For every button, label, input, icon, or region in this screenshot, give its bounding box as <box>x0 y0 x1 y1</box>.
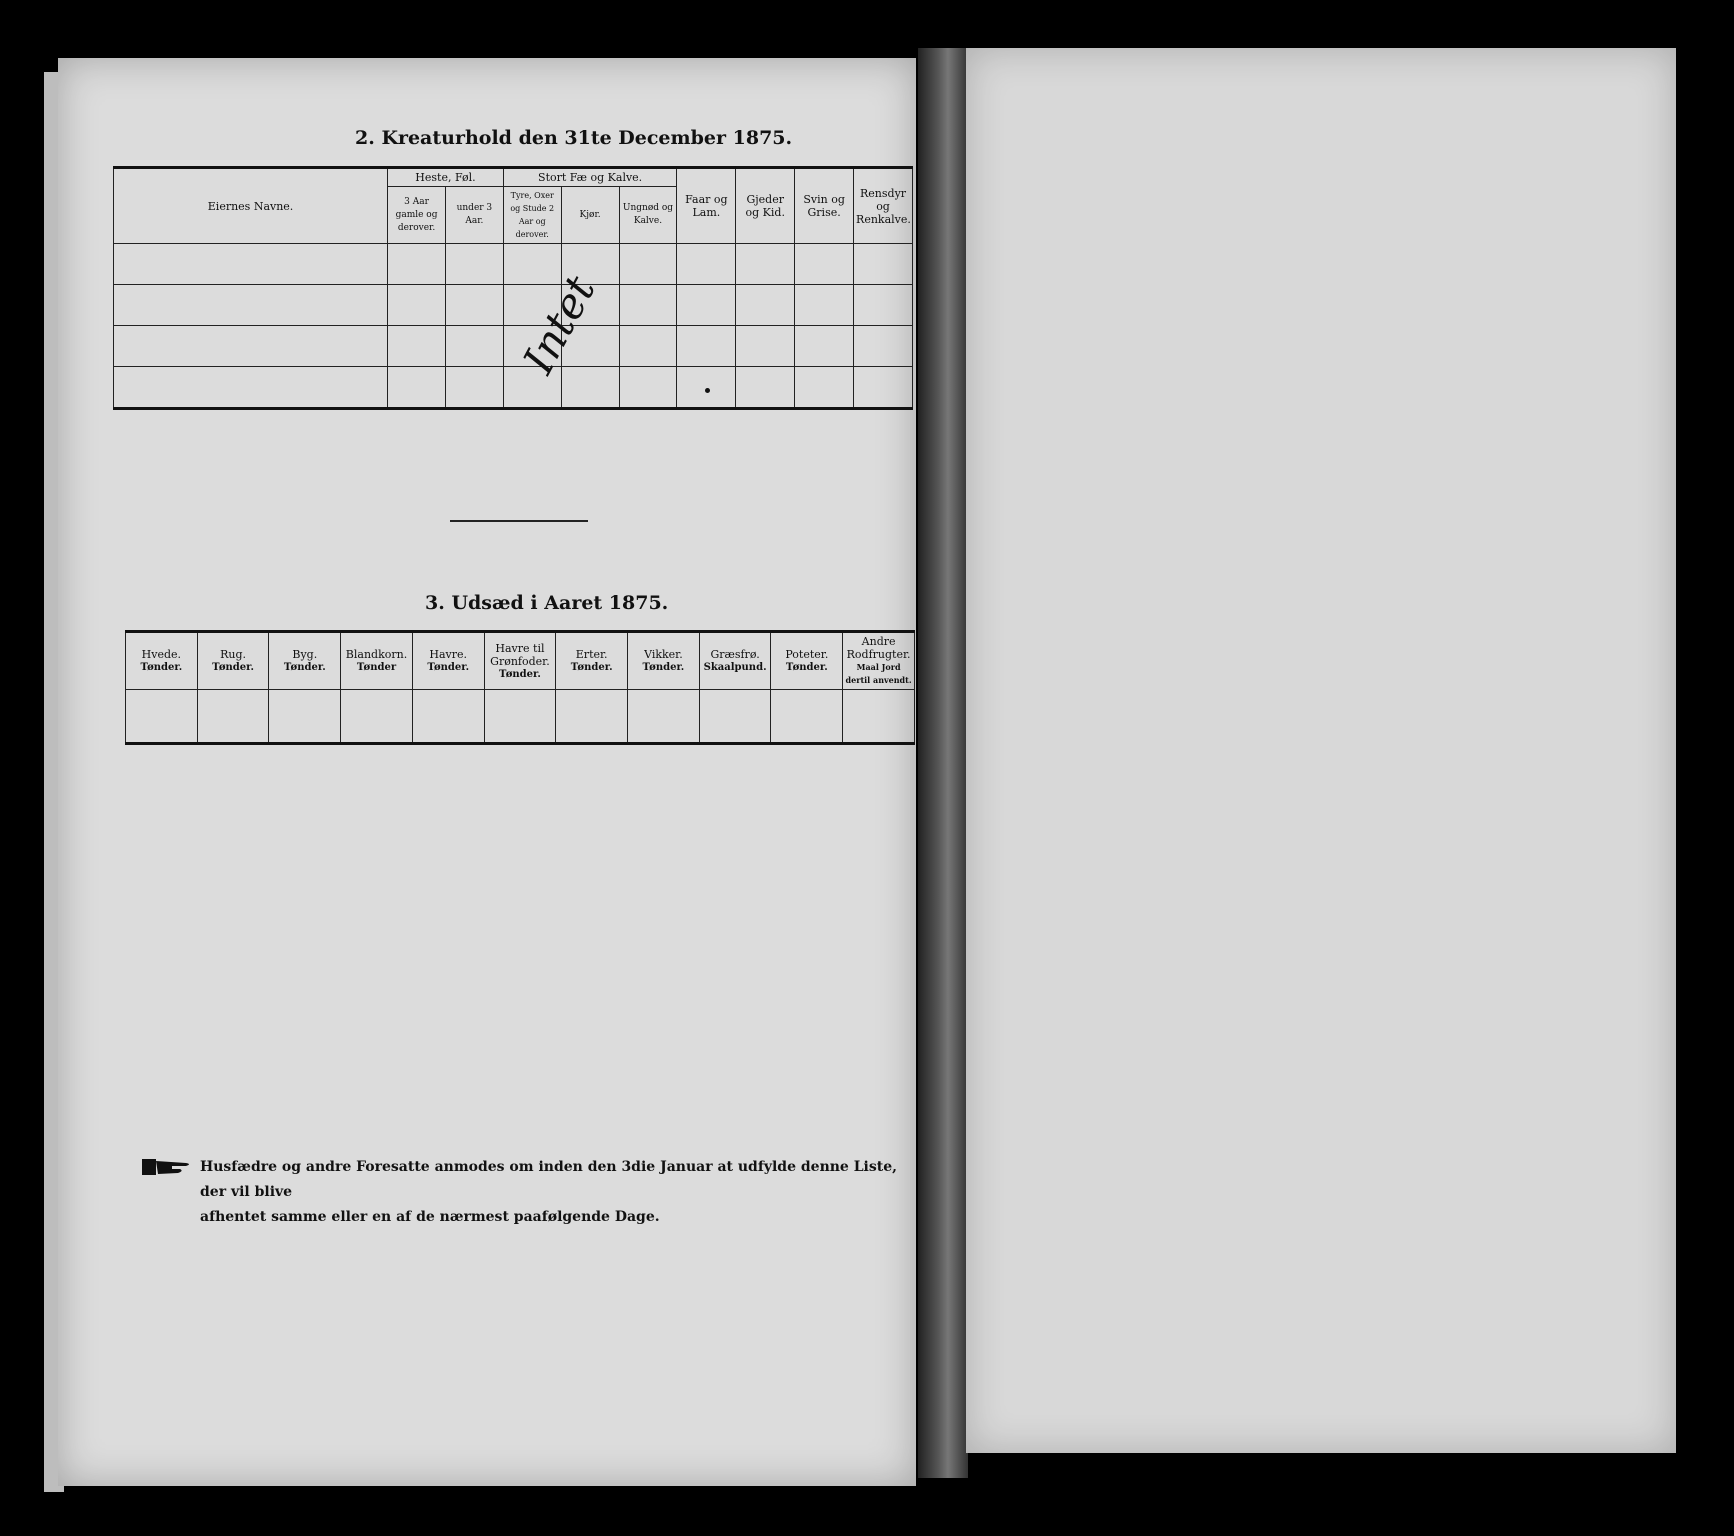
seed-col-header: Erter. Tønder. <box>556 632 628 690</box>
seed-col-header: Græsfrø. Skaalpund. <box>699 632 771 690</box>
horses-header: Heste, Føl. <box>388 168 504 187</box>
seed-col-header: Havre. Tønder. <box>412 632 484 690</box>
cows-header: Kjør. <box>561 187 619 244</box>
seed-col-header: Byg. Tønder. <box>269 632 341 690</box>
seed-col-header: Andre Rodfrugter. Maal Jord dertil anvendt. <box>843 632 915 690</box>
section2-title: 2. Kreaturhold den 31te December 1875. <box>355 127 793 149</box>
bulls-header: Tyre, Oxer og Stude 2 Aar og derover. <box>503 187 561 244</box>
livestock-header-row <box>114 168 913 187</box>
ink-dot <box>705 388 710 393</box>
pigs-header: Svin og Grise. <box>795 168 854 244</box>
horses-young-header: under 3 Aar. <box>445 187 503 244</box>
table-row <box>126 690 915 744</box>
section3-title: 3. Udsæd i Aaret 1875. <box>425 592 669 614</box>
notice-line-1: Husfædre og andre Foresatte anmodes om inden den 3die Januar at udfylde denne Liste, der vil blive <box>200 1159 897 1200</box>
notice-text <box>200 1155 900 1230</box>
table-row <box>114 285 913 326</box>
notice-line-2: afhentet samme eller en af de nærmest paafølgende Dage. <box>200 1209 660 1225</box>
reindeer-header: Rensdyr og Renkalve. <box>854 168 913 244</box>
separator-line <box>450 520 588 522</box>
livestock-table <box>113 166 913 410</box>
goats-header: Gjeder og Kid. <box>736 168 795 244</box>
sheep-header: Faar og Lam. <box>677 168 736 244</box>
young-cattle-header: Ungnød og Kalve. <box>619 187 677 244</box>
seed-col-header: Blandkorn. Tønder <box>341 632 413 690</box>
seed-col-header: Poteter. Tønder. <box>771 632 843 690</box>
horses-old-header: 3 Aar gamle og derover. <box>388 187 446 244</box>
table-row <box>114 244 913 285</box>
cattle-header: Stort Fæ og Kalve. <box>503 168 677 187</box>
seed-col-header: Hvede. Tønder. <box>126 632 198 690</box>
seed-col-header: Rug. Tønder. <box>197 632 269 690</box>
handwritten-entry: Intet <box>513 267 605 382</box>
table-row <box>114 367 913 409</box>
seed-table <box>125 630 915 745</box>
seed-col-header: Vikker. Tønder. <box>628 632 700 690</box>
pointing-hand-icon <box>142 1157 194 1177</box>
seed-header-row <box>126 632 915 690</box>
seed-col-header: Havre til Grønfoder. Tønder. <box>484 632 556 690</box>
table-row <box>114 326 913 367</box>
book-spine <box>918 48 968 1478</box>
owner-header: Eiernes Navne. <box>114 168 388 244</box>
right-page <box>966 48 1676 1453</box>
